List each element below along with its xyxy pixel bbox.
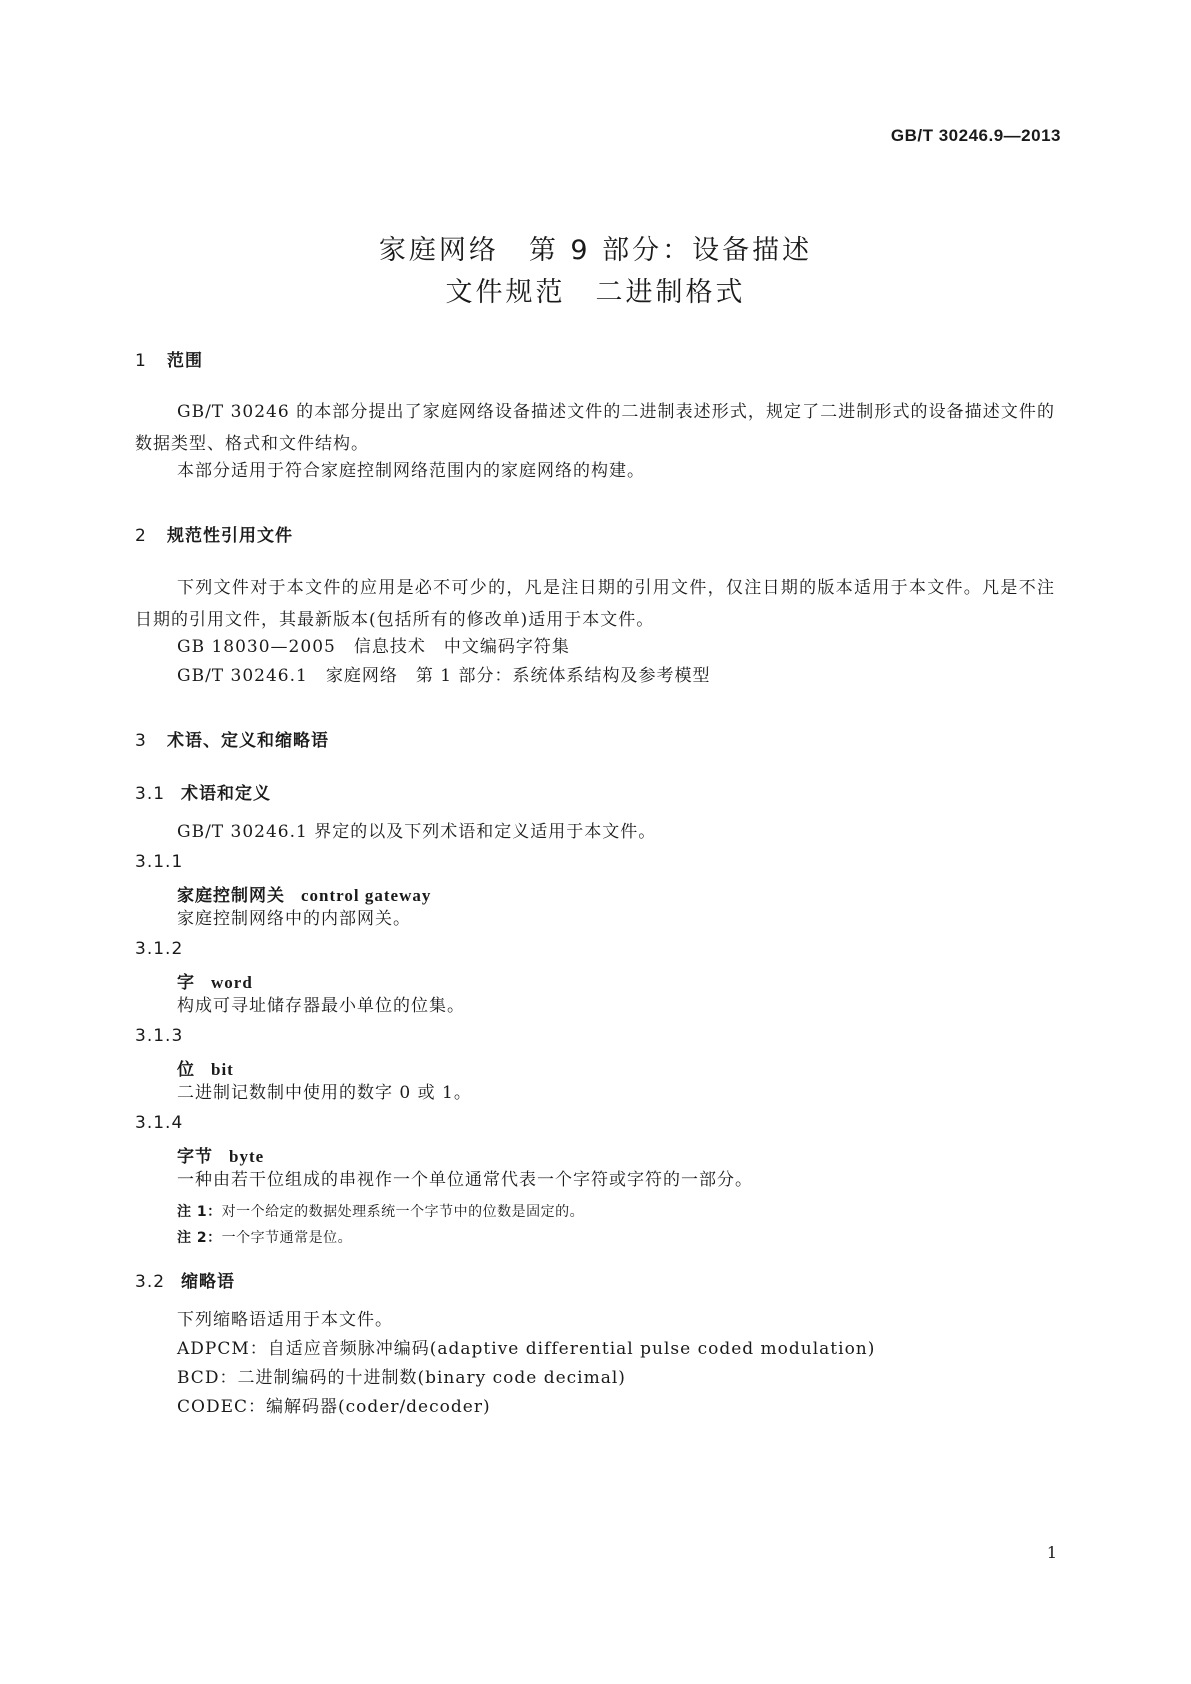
term-number: 3.1.4 [135, 1113, 184, 1133]
note [177, 1201, 584, 1221]
term-definition: 家庭控制网络中的内部网关。 [177, 909, 411, 929]
note-label: 注 1： [177, 1204, 222, 1220]
section-number: 2 [135, 526, 147, 546]
document-title-line-1: 家庭网络 第 9 部分：设备描述 [378, 235, 813, 266]
note-text: 一个字节通常是位。 [221, 1230, 353, 1246]
section-number: 3.2 [135, 1272, 166, 1292]
term-en: bit [211, 1060, 234, 1079]
abbreviation-item: CODEC：编解码器(coder/decoder) [177, 1397, 491, 1417]
note-text: 对一个给定的数据处理系统一个字节中的位数是固定的。 [221, 1204, 585, 1220]
term-en: control gateway [301, 886, 432, 905]
term-zh: 家庭控制网关 [177, 886, 285, 906]
abbreviation-item: ADPCM：自适应音频脉冲编码(adaptive differential pulse coded modulation) [177, 1339, 876, 1359]
terms-intro: GB/T 30246.1 界定的以及下列术语和定义适用于本文件。 [177, 822, 657, 842]
normative-references-paragraph: 下列文件对于本文件的应用是必不可少的，凡是注日期的引用文件，仅注日期的版本适用于本文件。凡是不注日期的引用文件，其最新版本(包括所有的修改单)适用于本文件。 [135, 578, 1055, 630]
section-3-1-heading [135, 779, 271, 804]
term-en: byte [229, 1147, 265, 1166]
reference-item: GB/T 30246.1 家庭网络 第 1 部分：系统体系结构及参考模型 [177, 666, 711, 686]
section-title: 规范性引用文件 [167, 526, 293, 546]
scope-applicability: 本部分适用于符合家庭控制网络范围内的家庭网络的构建。 [177, 461, 645, 481]
term-number: 3.1.1 [135, 852, 184, 872]
term-zh: 位 [177, 1060, 195, 1080]
reference-item: GB 18030—2005 信息技术 中文编码字符集 [177, 637, 570, 657]
term-number: 3.1.3 [135, 1026, 184, 1046]
term-number: 3.1.2 [135, 939, 184, 959]
note [177, 1227, 352, 1247]
page-number: 1 [1046, 1543, 1057, 1562]
term-zh: 字节 [177, 1147, 213, 1167]
term-en: word [211, 973, 253, 992]
term-definition: 构成可寻址储存器最小单位的位集。 [177, 996, 465, 1016]
standard-code: GB/T 30246.9—2013 [890, 126, 1061, 145]
section-title: 术语、定义和缩略语 [167, 731, 329, 751]
abbreviation-item: BCD：二进制编码的十进制数(binary code decimal) [177, 1368, 626, 1388]
section-title: 范围 [167, 351, 203, 371]
section-3-heading [135, 726, 329, 751]
section-1-heading [135, 346, 203, 371]
section-title: 术语和定义 [181, 784, 271, 804]
note-label: 注 2： [177, 1230, 222, 1246]
section-2-heading [135, 521, 293, 546]
term-definition: 一种由若干位组成的串视作一个单位通常代表一个字符或字符的一部分。 [177, 1170, 753, 1190]
section-number: 3 [135, 731, 147, 751]
term-zh: 字 [177, 973, 195, 993]
scope-paragraph: GB/T 30246 的本部分提出了家庭网络设备描述文件的二进制表述形式，规定了二进制形式的设备描述文件的数据类型、格式和文件结构。 [135, 402, 1055, 454]
abbreviations-intro: 下列缩略语适用于本文件。 [177, 1310, 393, 1330]
document-title-line-2: 文件规范 二进制格式 [445, 277, 746, 308]
term-definition: 二进制记数制中使用的数字 0 或 1。 [177, 1083, 472, 1103]
section-number: 1 [135, 351, 147, 371]
section-number: 3.1 [135, 784, 166, 804]
section-3-2-heading [135, 1267, 235, 1292]
section-title: 缩略语 [181, 1272, 235, 1292]
